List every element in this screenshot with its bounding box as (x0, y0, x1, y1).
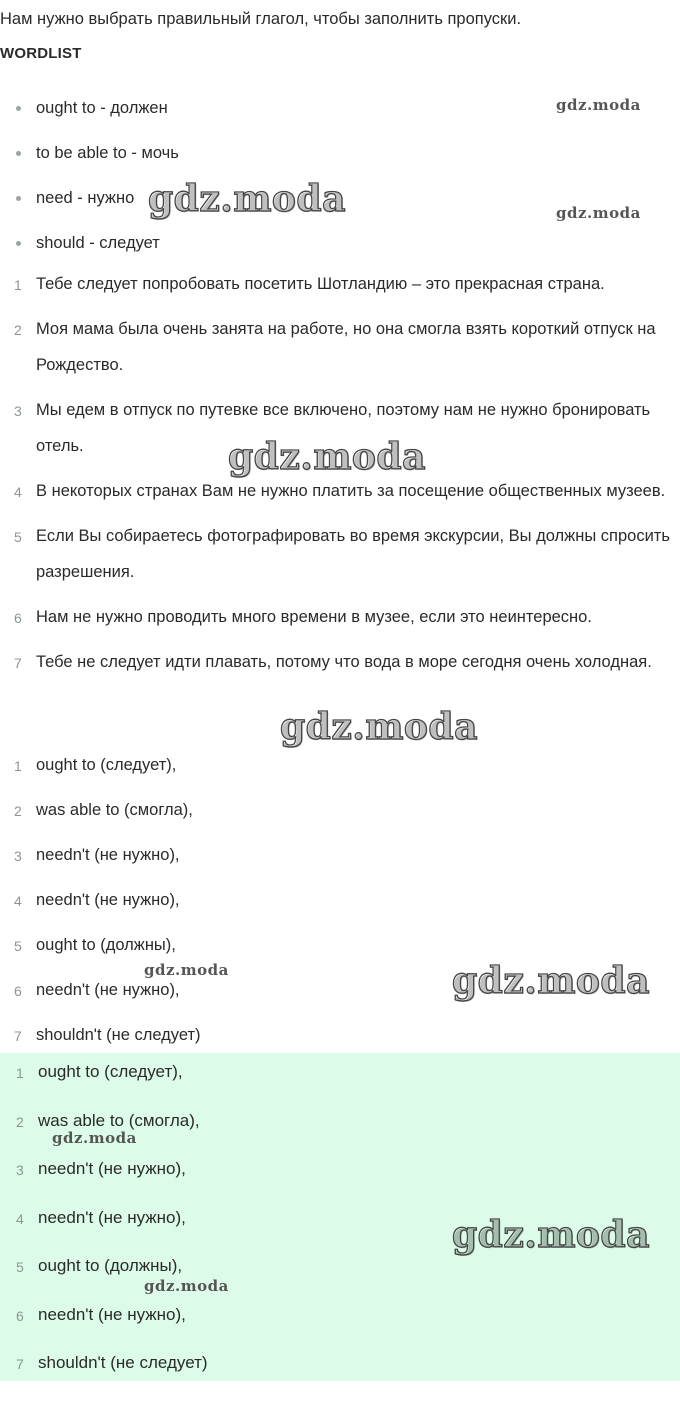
item-number: 4 (16, 1210, 24, 1227)
answer-text: ought to (должны), (36, 936, 176, 954)
answer-text: needn't (не нужно), (38, 1159, 186, 1178)
item-number: 1 (14, 758, 22, 774)
sentence-text: В некоторых странах Вам не нужно платить за посещение общественных музеев. (36, 482, 666, 500)
answer-text: needn't (не нужно), (38, 1304, 186, 1324)
item-number: 4 (14, 484, 22, 500)
list-item (0, 751, 680, 796)
item-number: 2 (14, 803, 22, 819)
sentence-text: Тебе следует попробовать посетить Шотландию – это прекрасная страна. (36, 275, 605, 293)
intro-text: Нам нужно выбрать правильный глагол, чтобы заполнить пропуски. (0, 10, 522, 28)
list-item (0, 473, 680, 509)
list-item (0, 1155, 680, 1204)
list-item (0, 518, 680, 590)
wordlist-item-text: to be able to - мочь (36, 144, 179, 162)
wordlist-item-text: ought to - должен (36, 99, 168, 117)
watermark: gdz.moda (280, 706, 478, 748)
sentence-text: Моя мама была очень занята на работе, но она смогла взять короткий отпуск на Рождество. (36, 320, 656, 374)
watermark: gdz.moda (144, 961, 229, 979)
watermark: gdz.moda (52, 1129, 137, 1147)
answer-text: needn't (не нужно), (38, 1207, 186, 1227)
item-number: 2 (14, 322, 22, 338)
item-number: 7 (14, 655, 22, 671)
sentence-text: Тебе не следует идти плавать, потому что вода в море сегодня очень холодная. (36, 653, 652, 671)
watermark: gdz.moda (452, 960, 650, 1002)
answer-text: was able to (смогла), (36, 801, 193, 819)
watermark: gdz.moda (228, 436, 426, 478)
sentence-text: Нам не нужно проводить много времени в музее, если это неинтересно. (36, 608, 592, 626)
answer-text: ought to (должны), (38, 1256, 183, 1275)
watermark: gdz.moda (452, 1214, 650, 1256)
answer-text: was able to (смогла), (38, 1110, 200, 1130)
answer-text: shouldn't (не следует) (36, 1026, 201, 1044)
list-item (0, 841, 680, 886)
answer-text: ought to (следует), (36, 756, 177, 774)
wordlist-item-text: should - следует (36, 234, 160, 252)
item-number: 5 (14, 938, 22, 954)
watermark: gdz.moda (144, 1277, 229, 1295)
item-number: 7 (16, 1356, 24, 1372)
list-item (0, 796, 680, 841)
list-item (0, 1301, 680, 1350)
watermark: gdz.moda (556, 204, 641, 222)
item-number: 6 (16, 1307, 24, 1324)
item-number: 5 (16, 1259, 24, 1275)
list-item (0, 266, 680, 302)
sentence-text: Если Вы собираетесь фотографировать во время экскурсии, Вы должны спросить разрешения. (36, 527, 670, 581)
list-item (0, 644, 680, 680)
item-number: 4 (14, 893, 22, 909)
item-number: 3 (14, 848, 22, 864)
list-item (0, 599, 680, 635)
item-number: 1 (14, 277, 22, 293)
answer-text: needn't (не нужно), (36, 891, 180, 909)
watermark: gdz.moda (556, 96, 641, 114)
answer-text: shouldn't (не следует) (38, 1353, 208, 1372)
item-number: 2 (16, 1113, 24, 1130)
wordlist-heading: WORDLIST (0, 45, 82, 62)
list-item (0, 1349, 680, 1398)
answer-text: needn't (не нужно), (36, 981, 180, 999)
list-item (0, 886, 680, 931)
item-number: 3 (14, 403, 22, 419)
item-number: 6 (14, 983, 22, 999)
answer-text: needn't (не нужно), (36, 846, 180, 864)
list-item (0, 311, 680, 383)
watermark: gdz.moda (148, 178, 346, 220)
list-item (0, 1058, 680, 1107)
answers-list (0, 751, 680, 1066)
wordlist-item-text: need - нужно (36, 189, 135, 207)
item-number: 5 (14, 529, 22, 545)
list-item (0, 1252, 680, 1301)
item-number: 3 (16, 1162, 24, 1178)
item-number: 7 (14, 1028, 22, 1044)
item-number: 6 (14, 610, 22, 626)
answer-text: ought to (следует), (38, 1062, 183, 1081)
item-number: 1 (16, 1065, 24, 1081)
sentence-text: Мы едем в отпуск по путевке все включено, поэтому нам не нужно бронировать отель. (36, 401, 651, 455)
